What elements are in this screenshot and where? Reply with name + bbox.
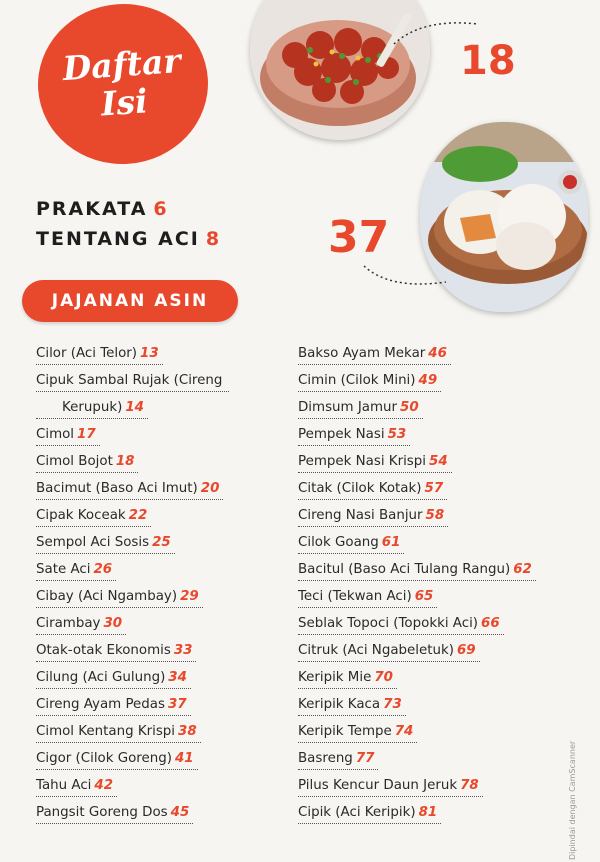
toc-entry[interactable] [36,344,163,365]
entry-title: Bacimut (Baso Aci Imut) [36,481,198,496]
entry-title: Cipuk Sambal Rujak (Cireng [36,373,223,388]
entry-title: Pangsit Goreng Dos [36,805,168,820]
entry-page: 33 [173,643,193,658]
entry-title: Cilung (Aci Gulung) [36,670,166,685]
toc-entry[interactable] [298,425,410,446]
toc-entry[interactable] [298,695,406,716]
entry-page: 22 [128,508,148,523]
intro-entries [36,194,219,254]
entry-page: 81 [418,805,438,820]
entry-page: 65 [414,589,434,604]
toc-entry[interactable] [36,452,138,473]
toc-entry-continued[interactable] [36,398,148,419]
entry-page: 25 [152,535,171,550]
entry-page: 37 [167,697,187,712]
entry-title: Cipik (Aci Keripik) [298,805,416,820]
toc-entry[interactable] [36,668,191,689]
entry-title: Kerupuk) [62,400,123,415]
entry-title: Seblak Topoci (Topokki Aci) [298,616,479,631]
entry-title: Citak (Cilok Kotak) [298,481,422,496]
toc-entry[interactable] [36,425,100,446]
entry-page: 70 [374,670,393,685]
entry-title: Teci (Tekwan Aci) [298,589,412,604]
entry-title: Cilok Goang [298,535,379,550]
toc-entry[interactable] [298,506,448,527]
toc-entry[interactable] [298,344,451,365]
scanner-watermark: Dipindai dengan CamScanner [568,740,577,860]
entry-page: 53 [387,427,407,442]
toc-entry[interactable] [36,776,117,797]
entry-page: 50 [400,400,419,415]
entry-title: Cimin (Cilok Mini) [298,373,416,388]
toc-entry[interactable] [36,749,198,770]
entry-page: 62 [513,562,532,577]
entry-page: 66 [481,616,500,631]
toc-entry[interactable] [36,803,193,824]
entry-title: Tahu Aci [36,778,92,793]
toc-entry[interactable] [36,722,201,743]
entry-title: Pilus Kencur Daun Jeruk [298,778,458,793]
toc-entry[interactable] [298,614,504,635]
entry-title: Bakso Ayam Mekar [298,346,426,361]
entry-title: Keripik Mie [298,670,372,685]
toc-entry[interactable] [36,587,203,608]
entry-page: 13 [140,346,159,361]
entry-page: 30 [103,616,123,631]
entry-page: 29 [180,589,199,604]
intro-prakata[interactable] [36,194,219,224]
intro-page: 8 [205,228,220,250]
toc-entry[interactable] [298,371,441,392]
entry-page: 61 [381,535,401,550]
toc-entry[interactable] [36,641,196,662]
entry-title: Cipak Koceak [36,508,126,523]
entry-title: Pempek Nasi Krispi [298,454,427,469]
entry-title: Citruk (Aci Ngabeletuk) [298,643,454,658]
intro-page: 6 [153,198,167,220]
featured-page-37: 37 [328,212,390,263]
badge-title-line2: Isi [99,81,149,124]
entry-page: 14 [125,400,144,415]
entry-page: 18 [115,454,135,469]
toc-entry[interactable] [298,452,452,473]
section-heading-jajanan-asin: JAJANAN ASIN [22,280,238,322]
entry-page: 42 [94,778,114,793]
entry-page: 57 [424,481,444,496]
entry-title: Cimol Bojot [36,454,113,469]
toc-entry[interactable] [36,695,191,716]
entry-title: Cireng Nasi Banjur [298,508,423,523]
entry-title: Pempek Nasi [298,427,385,442]
entry-page: 34 [168,670,187,685]
toc-entry[interactable] [36,533,175,554]
toc-entry[interactable] [298,398,423,419]
badge-title-line1: Daftar [61,40,182,89]
entry-page: 73 [383,697,402,712]
toc-entry[interactable] [298,668,397,689]
entry-page: 69 [456,643,476,658]
entry-title: Cimol Kentang Krispi [36,724,176,739]
entry-title: Cimol [36,427,75,442]
entry-page: 77 [355,751,375,766]
entry-page: 74 [394,724,414,739]
entry-page: 41 [174,751,194,766]
intro-label: TENTANG ACI [36,228,200,250]
entry-page: 49 [418,373,438,388]
toc-entry[interactable] [298,722,417,743]
toc-entry[interactable] [298,533,404,554]
toc-entry[interactable] [298,479,447,500]
entry-title: Keripik Kaca [298,697,381,712]
entry-title: Cibay (Aci Ngambay) [36,589,178,604]
entry-title: Keripik Tempe [298,724,392,739]
entry-title: Otak-otak Ekonomis [36,643,171,658]
entry-page: 17 [77,427,96,442]
entry-title: Cigor (Cilok Goreng) [36,751,172,766]
entry-title: Cilor (Aci Telor) [36,346,138,361]
entry-page: 58 [425,508,445,523]
entry-title: Cirambay [36,616,101,631]
featured-page-18: 18 [460,38,516,84]
toc-entry[interactable] [36,506,151,527]
entry-title: Sempol Aci Sosis [36,535,150,550]
toc-entry[interactable] [298,776,483,797]
daftar-isi-badge [33,0,214,170]
toc-entry[interactable] [298,749,378,770]
entry-page: 54 [429,454,448,469]
toc-entry[interactable] [36,614,126,635]
intro-label: PRAKATA [36,198,148,220]
entry-title: Sate Aci [36,562,91,577]
entry-page: 78 [460,778,479,793]
toc-entry[interactable] [298,587,437,608]
entry-title: Basreng [298,751,353,766]
entry-page: 38 [178,724,197,739]
entry-page: 26 [93,562,113,577]
toc-entry[interactable] [298,560,536,581]
contents-right-column [298,338,544,826]
entry-page: 46 [428,346,447,361]
entry-page: 45 [170,805,190,820]
intro-tentang-aci[interactable] [36,224,219,254]
toc-entry[interactable] [36,371,229,392]
entry-title: Cireng Ayam Pedas [36,697,165,712]
entry-page: 20 [200,481,220,496]
entry-title: Bacitul (Baso Aci Tulang Rangu) [298,562,511,577]
entry-title: Dimsum Jamur [298,400,398,415]
toc-entry[interactable] [36,560,116,581]
toc-entry[interactable] [298,803,441,824]
toc-entry[interactable] [36,479,223,500]
contents-left-column [36,338,252,826]
toc-entry[interactable] [298,641,480,662]
